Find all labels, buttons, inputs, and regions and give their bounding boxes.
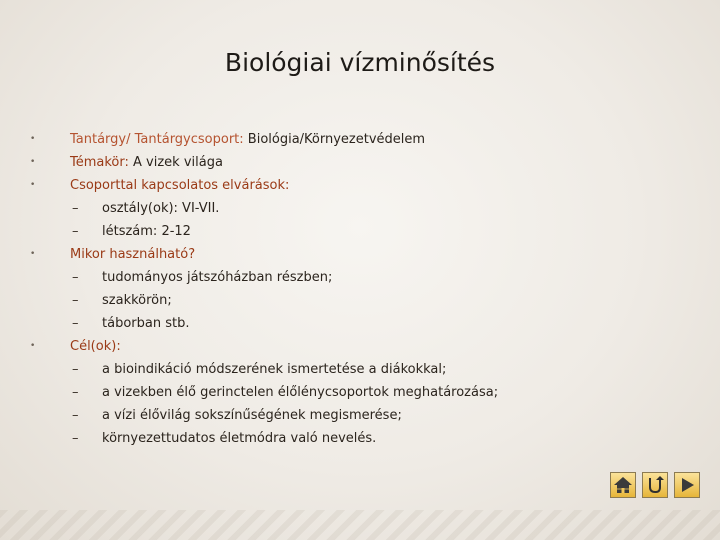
list-item <box>30 151 690 174</box>
sub-item <box>30 312 690 335</box>
list-item <box>30 128 690 151</box>
sub-item <box>30 427 690 450</box>
sub-item-text: a bioindikáció módszerének ismertetése a diákokkal; <box>102 362 447 377</box>
item-label: Csoporttal kapcsolatos elvárások: <box>70 178 290 193</box>
list-item <box>30 335 690 358</box>
sub-item <box>30 220 690 243</box>
bullet-icon: • <box>30 180 36 190</box>
sub-item <box>30 197 690 220</box>
bullet-icon: • <box>30 341 36 351</box>
bullet-icon: • <box>30 249 36 259</box>
list-item <box>30 243 690 266</box>
dash-icon: – <box>72 224 79 239</box>
sub-item-text: szakkörön; <box>102 293 172 308</box>
item-label: Cél(ok): <box>70 339 121 354</box>
return-icon <box>646 476 664 494</box>
sub-item-text: környezettudatos életmódra való nevelés. <box>102 431 377 446</box>
sub-item-text: létszám: 2-12 <box>102 224 191 239</box>
item-label: Témakör: <box>70 155 129 170</box>
item-label: Tantárgy/ Tantárgycsoport: <box>70 132 244 147</box>
item-value: Biológia/Környezetvédelem <box>247 132 426 147</box>
bullet-icon: • <box>30 157 36 167</box>
next-button[interactable] <box>674 472 700 498</box>
list-item <box>30 174 690 197</box>
sub-item <box>30 289 690 312</box>
sub-item-text: a vizekben élő gerinctelen élőlénycsoportok meghatározása; <box>102 385 499 400</box>
dash-icon: – <box>72 270 79 285</box>
sub-item-text: osztály(ok): VI-VII. <box>102 201 220 216</box>
dash-icon: – <box>72 431 79 446</box>
item-label: Mikor használható? <box>70 247 196 262</box>
sub-item-text: a vízi élővilág sokszínűségének megismerése; <box>102 408 402 423</box>
home-button[interactable] <box>610 472 636 498</box>
item-text <box>70 151 223 174</box>
sub-item <box>30 404 690 427</box>
sub-item-text: táborban stb. <box>102 316 190 331</box>
bullet-icon: • <box>30 134 36 144</box>
slide-content <box>30 128 690 450</box>
dash-icon: – <box>72 293 79 308</box>
dash-icon: – <box>72 201 79 216</box>
home-icon <box>613 476 633 494</box>
navigation-bar <box>610 472 700 498</box>
sub-item <box>30 266 690 289</box>
item-value: A vizek világa <box>133 155 223 170</box>
dash-icon: – <box>72 408 79 423</box>
dash-icon: – <box>72 385 79 400</box>
slide-title: Biológiai vízminősítés <box>224 48 496 77</box>
sub-item-text: tudományos játszóházban részben; <box>102 270 333 285</box>
return-button[interactable] <box>642 472 668 498</box>
dash-icon: – <box>72 316 79 331</box>
sub-item <box>30 358 690 381</box>
sub-item <box>30 381 690 404</box>
dash-icon: – <box>72 362 79 377</box>
item-text <box>70 128 425 151</box>
decorative-stripe <box>0 510 720 540</box>
play-next-icon <box>678 476 696 494</box>
